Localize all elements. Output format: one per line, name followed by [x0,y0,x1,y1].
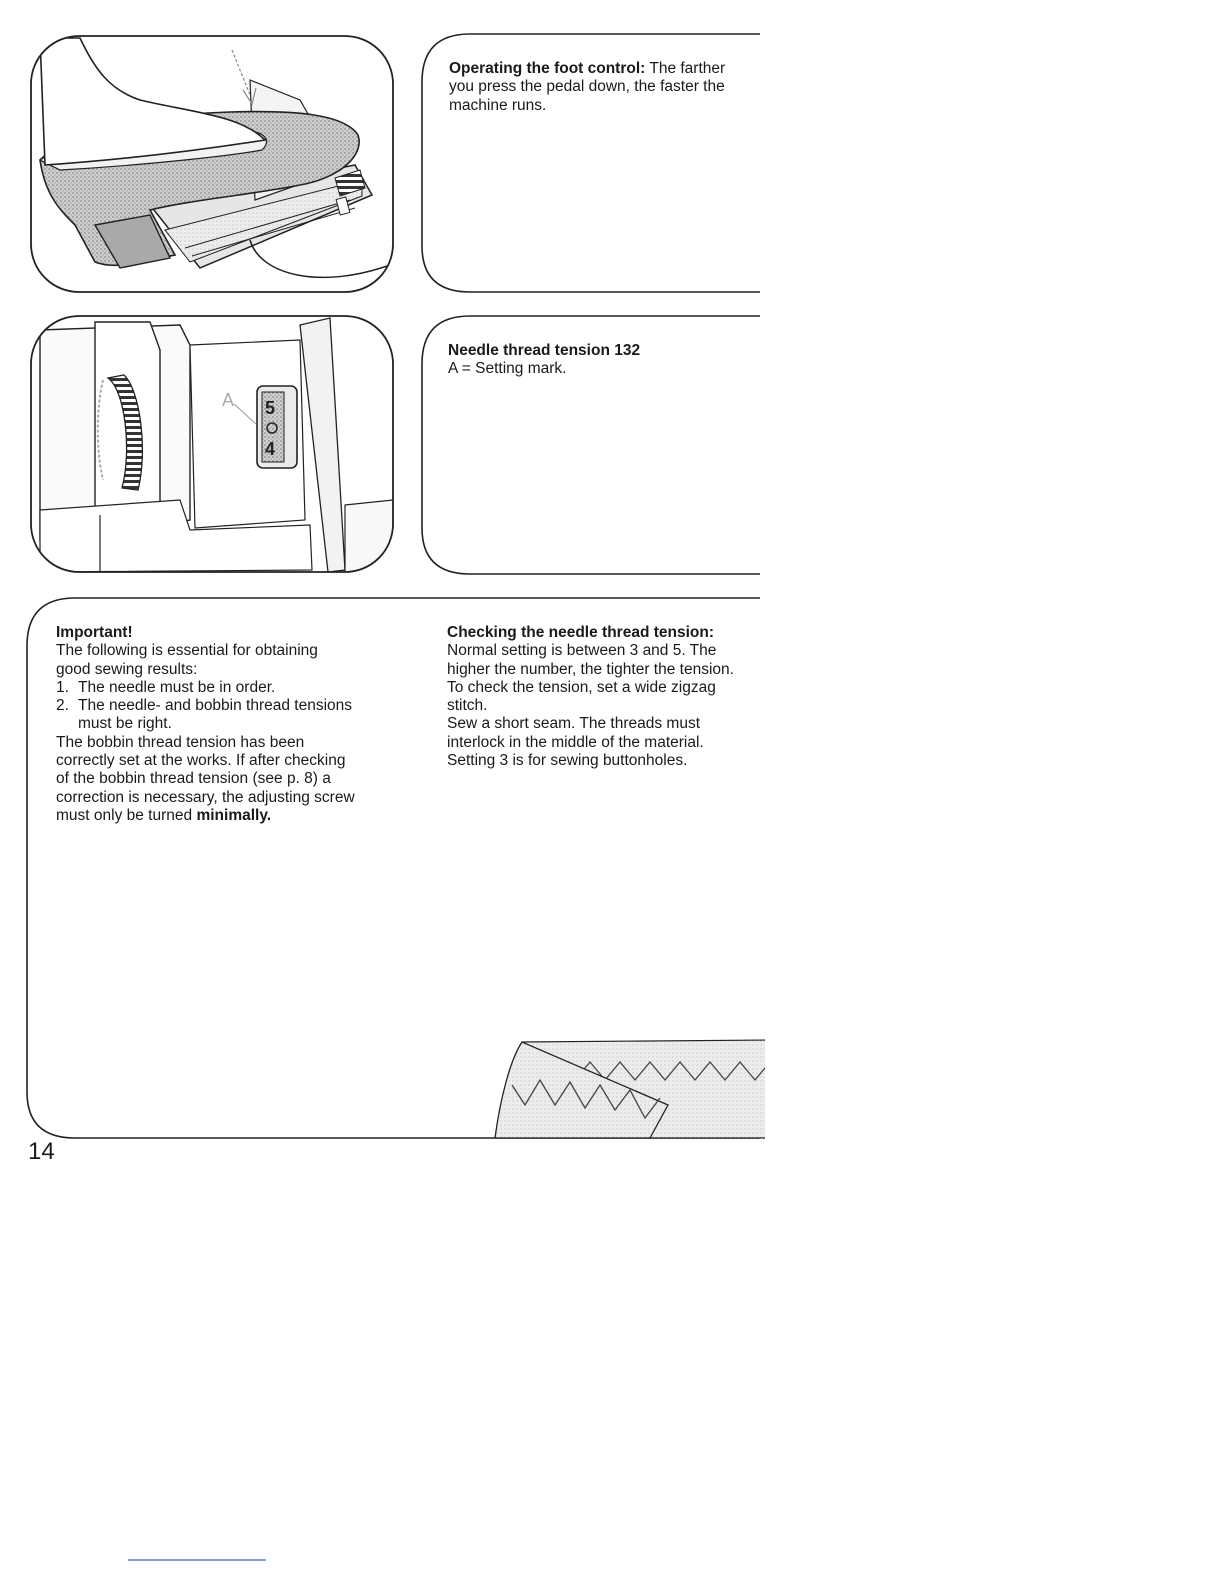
tension-dial-illustration [31,316,393,572]
important-text [56,624,356,825]
checking-body-3: Setting 3 is for sewing buttonholes. [447,752,688,770]
zigzag-fabric-illustration [495,1040,770,1138]
list-number: 2. [56,697,69,715]
checking-heading: Checking the needle thread tension: [447,624,714,641]
dial-number-5: 5 [265,398,276,418]
foot-pedal-illustration [31,36,393,292]
important-heading: Important! [56,624,133,641]
bobbin-tension-paragraph: The bobbin thread tension has been correctly set at the works. If after checking of the bobbin thread tension (see p. 8) a correction is necessary, the adjusting screw must only be turned [56,733,355,824]
checking-body-2: Sew a short seam. The threads must interlock in the middle of the material. [447,715,704,751]
needle-tension-heading: Needle thread tension 132 [448,342,641,359]
list-item [56,679,356,697]
list-item [56,697,356,734]
foot-control-heading: Operating the foot control: [449,60,646,77]
foot-control-text [449,60,754,115]
list-text: The needle must be in order. [78,678,276,696]
checking-text [447,624,752,770]
needle-tension-text [448,342,753,379]
checking-body-1: Normal setting is between 3 and 5. The higher the number, the tighter the tension. To check the tension, set a wide zigzag stitch. [447,642,734,715]
important-intro: The following is essential for obtaining good sewing results: [56,642,318,678]
requirements-list [56,679,356,734]
setting-mark-note: A = Setting mark. [448,360,567,378]
minimally-emphasis: minimally. [196,806,272,824]
list-number: 1. [56,678,69,696]
dial-number-4: 4 [265,439,276,459]
foot-control-body: The farther you press the pedal down, the faster the machine runs. [449,60,726,114]
dial-label-a: A [222,390,235,410]
page-number: 14 [28,1138,55,1165]
list-text: The needle- and bobbin thread tensions must be right. [78,697,353,733]
